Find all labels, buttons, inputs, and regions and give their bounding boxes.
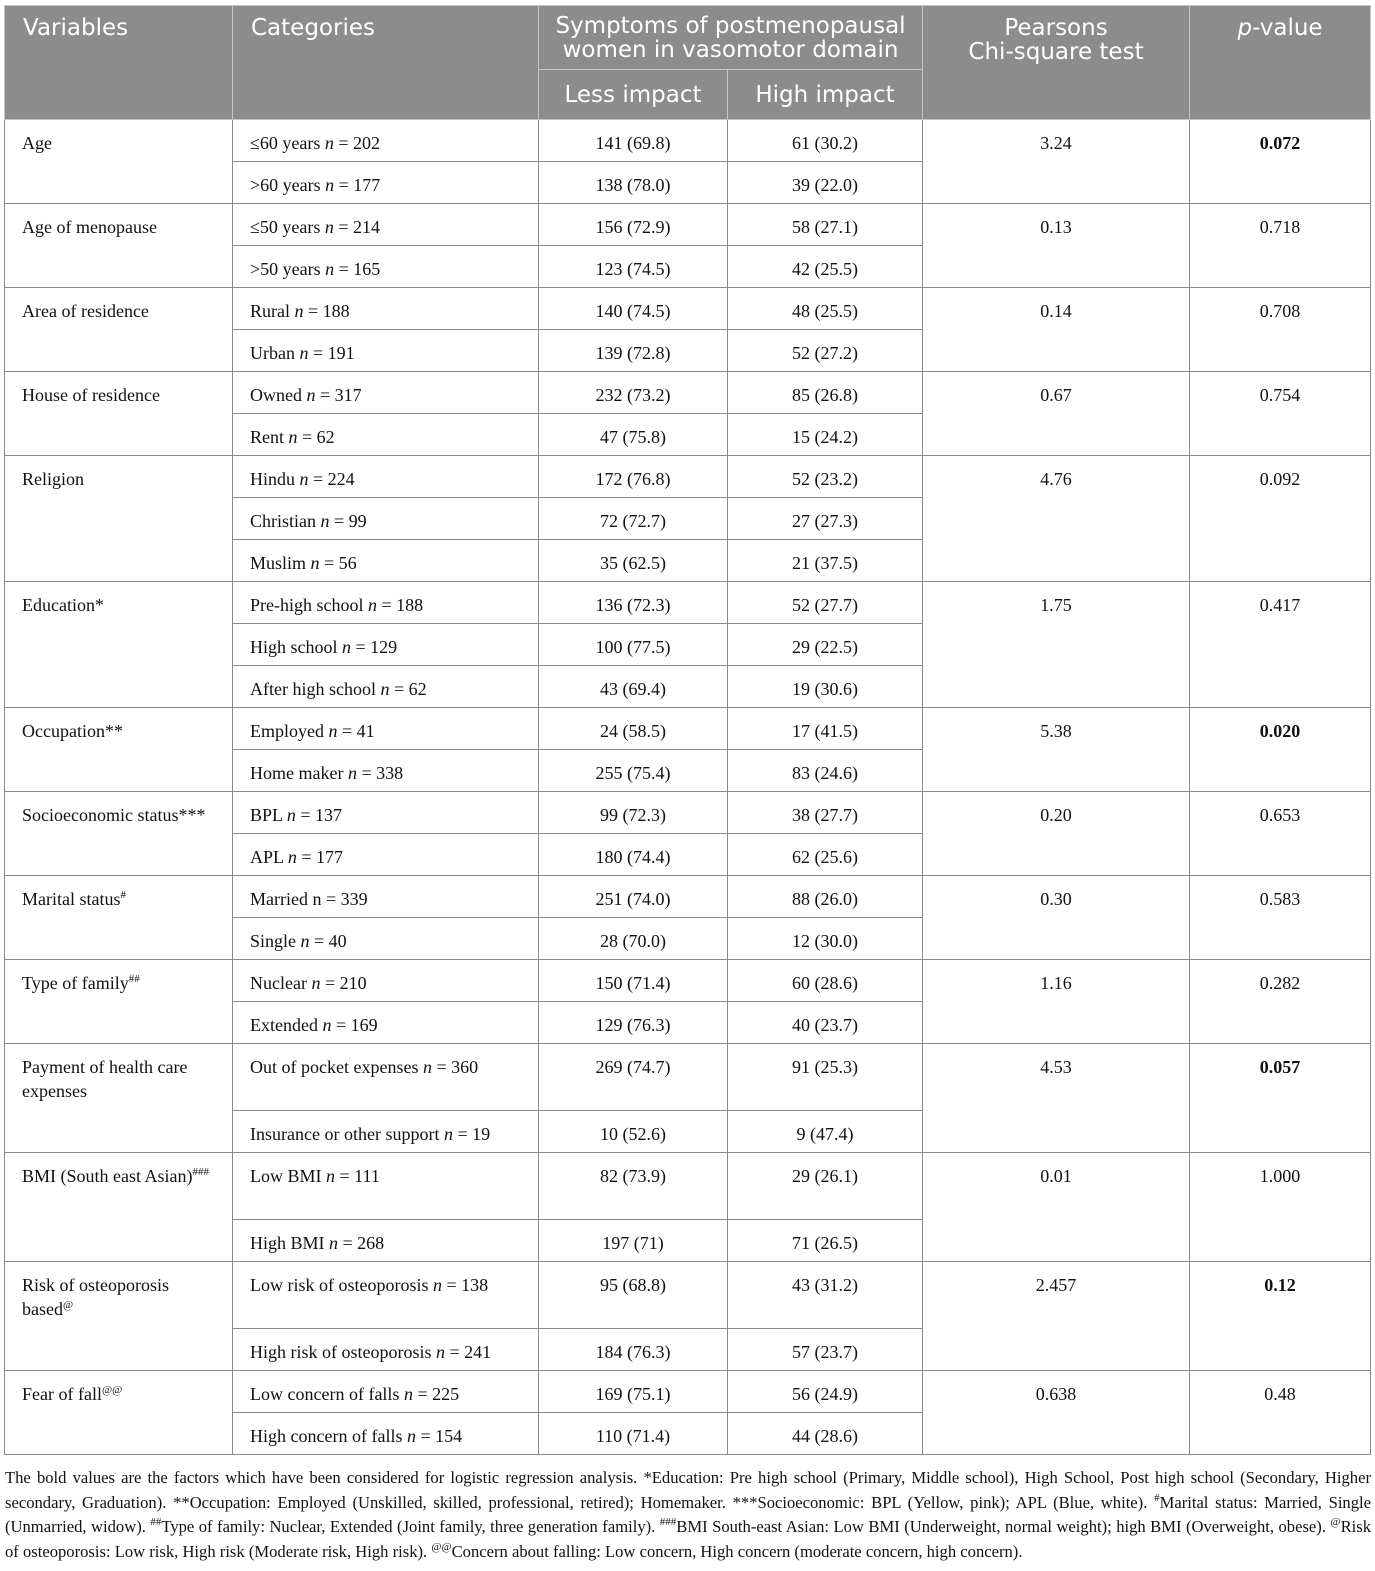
- category-count: = 154: [415, 1426, 463, 1446]
- category-label: >50 years: [250, 259, 326, 279]
- header-p-rest: -value: [1252, 15, 1323, 41]
- p-value-cell: 0.708: [1190, 288, 1371, 372]
- high-impact-cell: 43 (31.2): [728, 1262, 923, 1329]
- category-count: = 41: [337, 721, 375, 741]
- header-chi-line1: Pearsons: [1004, 15, 1108, 41]
- variable-label: Education*: [22, 595, 104, 615]
- category-n-symbol: n: [299, 469, 309, 489]
- p-value-cell: 0.583: [1190, 876, 1371, 960]
- less-impact-cell: 10 (52.6): [539, 1111, 728, 1153]
- category-n-symbol: n: [436, 1342, 445, 1362]
- chi-square-cell: 3.24: [923, 120, 1190, 204]
- less-impact-cell: 141 (69.8): [539, 120, 728, 162]
- chi-square-cell: 0.01: [923, 1153, 1190, 1262]
- category-count: = 62: [297, 427, 335, 447]
- high-impact-cell: 91 (25.3): [728, 1044, 923, 1111]
- header-chi-square: [923, 6, 1190, 120]
- variable-cell: [5, 1153, 233, 1262]
- less-impact-cell: 232 (73.2): [539, 372, 728, 414]
- table-row: [5, 960, 1371, 1002]
- category-cell: [233, 834, 539, 876]
- variable-label: Fear of fall: [22, 1384, 102, 1404]
- p-value-cell: 0.092: [1190, 456, 1371, 582]
- category-count: = 210: [320, 973, 367, 993]
- category-cell: [233, 414, 539, 456]
- less-impact-cell: 184 (76.3): [539, 1329, 728, 1371]
- table-row: [5, 288, 1371, 330]
- footnote-marker: ##: [150, 1516, 162, 1528]
- header-less-impact: Less impact: [539, 70, 728, 120]
- header-symptoms-line2: women in vasomotor domain: [562, 36, 899, 63]
- category-label: ≤60 years: [250, 133, 325, 153]
- variable-footnote-marker: @@: [101, 1384, 123, 1396]
- less-impact-cell: 197 (71): [539, 1220, 728, 1262]
- header-high-impact: High impact: [728, 70, 923, 120]
- less-impact-cell: 43 (69.4): [539, 666, 728, 708]
- category-count: = 40: [309, 931, 347, 951]
- table-row: [5, 792, 1371, 834]
- category-cell: [233, 624, 539, 666]
- high-impact-cell: 71 (26.5): [728, 1220, 923, 1262]
- category-label: Rural: [250, 301, 295, 321]
- variable-footnote-marker: ##: [128, 973, 140, 985]
- category-count: = 137: [295, 805, 342, 825]
- category-count: = 177: [334, 175, 381, 195]
- category-cell: [233, 1220, 539, 1262]
- category-cell: [233, 582, 539, 624]
- less-impact-cell: 129 (76.3): [539, 1002, 728, 1044]
- category-label: After high school: [250, 679, 381, 699]
- category-cell: [233, 1371, 539, 1413]
- category-cell: [233, 204, 539, 246]
- variable-cell: [5, 960, 233, 1044]
- variable-cell: [5, 792, 233, 876]
- variable-label: BMI (South east Asian): [22, 1166, 193, 1186]
- footnote-marker: #: [1154, 1491, 1160, 1504]
- p-value-cell: 0.653: [1190, 792, 1371, 876]
- category-label: Christian: [250, 511, 321, 531]
- category-count: = 191: [308, 343, 355, 363]
- category-cell: [233, 666, 539, 708]
- high-impact-cell: 21 (37.5): [728, 540, 923, 582]
- less-impact-cell: 100 (77.5): [539, 624, 728, 666]
- category-n-symbol: n: [342, 637, 351, 657]
- category-count: = 338: [356, 763, 404, 783]
- chi-square-cell: 4.53: [923, 1044, 1190, 1153]
- chi-square-cell: 0.67: [923, 372, 1190, 456]
- category-label: Insurance or other support: [250, 1124, 444, 1144]
- category-cell: [233, 708, 539, 750]
- table-footnote: [5, 1466, 1371, 1564]
- high-impact-cell: 57 (23.7): [728, 1329, 923, 1371]
- less-impact-cell: 110 (71.4): [539, 1413, 728, 1455]
- variable-label: Socioeconomic status***: [22, 805, 206, 825]
- p-value-cell: 1.000: [1190, 1153, 1371, 1262]
- less-impact-cell: 24 (58.5): [539, 708, 728, 750]
- variable-cell: [5, 1371, 233, 1455]
- category-count: = 188: [376, 595, 424, 615]
- high-impact-cell: 39 (22.0): [728, 162, 923, 204]
- high-impact-cell: 52 (27.7): [728, 582, 923, 624]
- category-cell: [233, 498, 539, 540]
- chi-square-cell: 1.75: [923, 582, 1190, 708]
- category-cell: [233, 288, 539, 330]
- category-label: Owned: [250, 385, 307, 405]
- high-impact-cell: 52 (23.2): [728, 456, 923, 498]
- category-count: = 241: [445, 1342, 492, 1362]
- variable-cell: [5, 456, 233, 582]
- category-label: Pre-high school: [250, 595, 368, 615]
- category-label: Single: [250, 931, 301, 951]
- category-label: Home maker: [250, 763, 348, 783]
- category-n-symbol: n: [311, 973, 321, 993]
- high-impact-cell: 88 (26.0): [728, 876, 923, 918]
- category-label: High school: [250, 637, 342, 657]
- variable-cell: [5, 876, 233, 960]
- p-value-cell: 0.718: [1190, 204, 1371, 288]
- category-cell: [233, 918, 539, 960]
- table-row: [5, 1153, 1371, 1220]
- category-cell: [233, 540, 539, 582]
- variable-label: House of residence: [22, 385, 160, 405]
- category-label: Nuclear: [250, 973, 312, 993]
- table-row: [5, 372, 1371, 414]
- high-impact-cell: 42 (25.5): [728, 246, 923, 288]
- chi-square-cell: 0.13: [923, 204, 1190, 288]
- category-n-symbol: n: [433, 1275, 442, 1295]
- category-n-symbol: n: [443, 1124, 453, 1144]
- less-impact-cell: 180 (74.4): [539, 834, 728, 876]
- category-label: >60 years: [250, 175, 326, 195]
- footnote-text: Concern about falling: Low concern, High concern (moderate concern, high concern).: [451, 1541, 1023, 1561]
- less-impact-cell: 123 (74.5): [539, 246, 728, 288]
- footnote-marker: @: [1330, 1516, 1341, 1528]
- category-count: = 62: [389, 679, 427, 699]
- category-label: Low concern of falls: [250, 1384, 404, 1404]
- high-impact-cell: 61 (30.2): [728, 120, 923, 162]
- category-cell: [233, 1002, 539, 1044]
- footnote-text: BMI South-east Asian: Low BMI (Underweight, normal weight); high BMI (Overweight, obese).: [676, 1517, 1331, 1536]
- less-impact-cell: 82 (73.9): [539, 1153, 728, 1220]
- variable-cell: [5, 288, 233, 372]
- category-n-symbol: n: [306, 385, 316, 405]
- category-n-symbol: n: [288, 427, 298, 447]
- chi-square-cell: 1.16: [923, 960, 1190, 1044]
- category-n-symbol: n: [287, 847, 297, 867]
- category-n-symbol: n: [403, 1384, 413, 1404]
- variable-label: Religion: [22, 469, 84, 489]
- footnote-text: Type of family: Nuclear, Extended (Joint family, three generation family).: [161, 1517, 660, 1536]
- less-impact-cell: 138 (78.0): [539, 162, 728, 204]
- category-cell: [233, 372, 539, 414]
- header-symptoms: [539, 6, 923, 70]
- variable-label: Age: [22, 133, 52, 153]
- category-count: = 224: [308, 469, 355, 489]
- less-impact-cell: 269 (74.7): [539, 1044, 728, 1111]
- category-n-symbol: n: [328, 721, 338, 741]
- header-variables: Variables: [5, 6, 233, 120]
- table-row: [5, 120, 1371, 162]
- header-p-value: [1190, 6, 1371, 120]
- table-row: [5, 1371, 1371, 1413]
- category-label: Married n = 339: [250, 889, 368, 909]
- category-count: = 177: [296, 847, 343, 867]
- category-cell: [233, 1262, 539, 1329]
- category-cell: [233, 960, 539, 1002]
- variable-cell: [5, 1044, 233, 1153]
- category-label: Low risk of osteoporosis: [250, 1275, 433, 1295]
- category-label: BPL: [250, 805, 287, 825]
- footnote-text: The bold values are the factors which have been considered for logistic regression analysis. *Education: Pre high school (Primary, Middle school), High School, Post high school (Secondary, Higher secondary, Graduation). **Occupation: Employed (Unskilled, skilled, professional, retired); Homemaker. ***Socioeconomic: BPL (Yellow, pink); APL (Blue, white).: [5, 1468, 1371, 1512]
- category-count: = 225: [412, 1384, 460, 1404]
- chi-square-cell: 0.638: [923, 1371, 1190, 1455]
- header-categories: Categories: [233, 6, 539, 120]
- category-label: Out of pocket expenses: [250, 1057, 423, 1077]
- table-row: [5, 1044, 1371, 1111]
- category-cell: [233, 792, 539, 834]
- header-chi-line2: Chi-square test: [968, 39, 1144, 65]
- less-impact-cell: 35 (62.5): [539, 540, 728, 582]
- results-table: [4, 5, 1371, 1455]
- chi-square-cell: 0.30: [923, 876, 1190, 960]
- category-n-symbol: n: [325, 259, 335, 279]
- chi-square-cell: 4.76: [923, 456, 1190, 582]
- less-impact-cell: 139 (72.8): [539, 330, 728, 372]
- variable-cell: [5, 120, 233, 204]
- variable-footnote-marker: #: [120, 889, 126, 901]
- category-cell: [233, 162, 539, 204]
- less-impact-cell: 156 (72.9): [539, 204, 728, 246]
- variable-cell: [5, 1262, 233, 1371]
- variable-cell: [5, 582, 233, 708]
- less-impact-cell: 99 (72.3): [539, 792, 728, 834]
- category-count: = 129: [351, 637, 398, 657]
- footnote-marker: ###: [659, 1516, 677, 1528]
- category-label: Low BMI: [250, 1166, 326, 1186]
- category-n-symbol: n: [325, 175, 335, 195]
- category-cell: [233, 750, 539, 792]
- high-impact-cell: 58 (27.1): [728, 204, 923, 246]
- variable-label: Age of menopause: [22, 217, 157, 237]
- category-n-symbol: n: [299, 343, 309, 363]
- category-count: = 111: [335, 1166, 380, 1186]
- high-impact-cell: 83 (24.6): [728, 750, 923, 792]
- less-impact-cell: 95 (68.8): [539, 1262, 728, 1329]
- less-impact-cell: 47 (75.8): [539, 414, 728, 456]
- p-value-cell: 0.072: [1190, 120, 1371, 204]
- high-impact-cell: 85 (26.8): [728, 372, 923, 414]
- category-n-symbol: n: [310, 553, 320, 573]
- category-count: = 138: [442, 1275, 489, 1295]
- high-impact-cell: 29 (26.1): [728, 1153, 923, 1220]
- category-label: ≤50 years: [250, 217, 325, 237]
- less-impact-cell: 150 (71.4): [539, 960, 728, 1002]
- category-count: = 202: [333, 133, 381, 153]
- category-n-symbol: n: [326, 1166, 335, 1186]
- category-n-symbol: n: [322, 1015, 332, 1035]
- variable-footnote-marker: @: [62, 1299, 74, 1311]
- variable-cell: [5, 372, 233, 456]
- variable-label: Risk of osteoporosis based: [22, 1275, 170, 1319]
- category-n-symbol: n: [329, 1233, 339, 1253]
- footnote-text: Marital status: Married, Single (Unmarried, widow).: [5, 1492, 1371, 1536]
- less-impact-cell: 72 (72.7): [539, 498, 728, 540]
- table-row: [5, 1262, 1371, 1329]
- p-value-cell: 0.417: [1190, 582, 1371, 708]
- variable-label: Occupation**: [22, 721, 123, 741]
- high-impact-cell: 27 (27.3): [728, 498, 923, 540]
- category-n-symbol: n: [422, 1057, 432, 1077]
- p-value-cell: 0.057: [1190, 1044, 1371, 1153]
- high-impact-cell: 12 (30.0): [728, 918, 923, 960]
- chi-square-cell: 5.38: [923, 708, 1190, 792]
- p-value-cell: 0.12: [1190, 1262, 1371, 1371]
- category-label: Rent: [250, 427, 289, 447]
- high-impact-cell: 56 (24.9): [728, 1371, 923, 1413]
- high-impact-cell: 60 (28.6): [728, 960, 923, 1002]
- category-count: = 360: [431, 1057, 479, 1077]
- category-count: = 214: [333, 217, 381, 237]
- chi-square-cell: 0.20: [923, 792, 1190, 876]
- variable-label: Type of family: [22, 973, 129, 993]
- table-row: [5, 708, 1371, 750]
- category-count: = 165: [334, 259, 381, 279]
- high-impact-cell: 40 (23.7): [728, 1002, 923, 1044]
- category-label: Extended: [250, 1015, 323, 1035]
- less-impact-cell: 136 (72.3): [539, 582, 728, 624]
- high-impact-cell: 44 (28.6): [728, 1413, 923, 1455]
- category-cell: [233, 1329, 539, 1371]
- category-label: Urban: [250, 343, 300, 363]
- category-count: = 169: [331, 1015, 378, 1035]
- category-cell: [233, 876, 539, 918]
- chi-square-cell: 0.14: [923, 288, 1190, 372]
- category-n-symbol: n: [324, 133, 334, 153]
- category-label: Employed: [250, 721, 329, 741]
- category-count: = 317: [315, 385, 362, 405]
- high-impact-cell: 17 (41.5): [728, 708, 923, 750]
- table-body: [5, 120, 1371, 1455]
- high-impact-cell: 48 (25.5): [728, 288, 923, 330]
- footnote-marker: @@: [431, 1540, 452, 1553]
- category-n-symbol: n: [294, 301, 304, 321]
- p-value-cell: 0.020: [1190, 708, 1371, 792]
- table-row: [5, 456, 1371, 498]
- category-count: = 268: [338, 1233, 385, 1253]
- less-impact-cell: 169 (75.1): [539, 1371, 728, 1413]
- variable-cell: [5, 204, 233, 288]
- variable-label: Payment of health care expenses: [22, 1057, 188, 1101]
- category-n-symbol: n: [286, 805, 296, 825]
- category-count: = 188: [303, 301, 350, 321]
- footnote-text: Risk of osteoporosis: Low risk, High risk (Moderate risk, High risk).: [5, 1517, 1371, 1561]
- high-impact-cell: 52 (27.2): [728, 330, 923, 372]
- variable-footnote-marker: ###: [192, 1166, 209, 1178]
- category-label: Muslim: [250, 553, 311, 573]
- header-p-italic: p: [1237, 15, 1253, 41]
- high-impact-cell: 62 (25.6): [728, 834, 923, 876]
- category-n-symbol: n: [406, 1426, 416, 1446]
- p-value-cell: 0.48: [1190, 1371, 1371, 1455]
- category-cell: [233, 456, 539, 498]
- category-label: APL: [250, 847, 288, 867]
- category-n-symbol: n: [347, 763, 357, 783]
- high-impact-cell: 15 (24.2): [728, 414, 923, 456]
- high-impact-cell: 19 (30.6): [728, 666, 923, 708]
- category-cell: [233, 1413, 539, 1455]
- category-cell: [233, 1153, 539, 1220]
- category-cell: [233, 120, 539, 162]
- category-n-symbol: n: [380, 679, 390, 699]
- category-n-symbol: n: [324, 217, 334, 237]
- p-value-cell: 0.754: [1190, 372, 1371, 456]
- category-cell: [233, 1111, 539, 1153]
- category-n-symbol: n: [367, 595, 377, 615]
- high-impact-cell: 29 (22.5): [728, 624, 923, 666]
- less-impact-cell: 172 (76.8): [539, 456, 728, 498]
- category-n-symbol: n: [320, 511, 330, 531]
- table-row: [5, 582, 1371, 624]
- less-impact-cell: 251 (74.0): [539, 876, 728, 918]
- category-count: = 19: [452, 1124, 491, 1144]
- category-cell: [233, 330, 539, 372]
- category-label: High risk of osteoporosis: [250, 1342, 436, 1362]
- variable-label: Area of residence: [22, 301, 149, 321]
- table-row: [5, 204, 1371, 246]
- category-cell: [233, 1044, 539, 1111]
- less-impact-cell: 28 (70.0): [539, 918, 728, 960]
- category-label: High BMI: [250, 1233, 330, 1253]
- p-value-cell: 0.282: [1190, 960, 1371, 1044]
- less-impact-cell: 255 (75.4): [539, 750, 728, 792]
- category-count: = 56: [319, 553, 357, 573]
- high-impact-cell: 38 (27.7): [728, 792, 923, 834]
- category-count: = 99: [329, 511, 367, 531]
- chi-square-cell: 2.457: [923, 1262, 1190, 1371]
- less-impact-cell: 140 (74.5): [539, 288, 728, 330]
- category-label: Hindu: [250, 469, 300, 489]
- variable-label: Marital status: [22, 889, 121, 909]
- table-row: [5, 876, 1371, 918]
- category-label: High concern of falls: [250, 1426, 407, 1446]
- high-impact-cell: 9 (47.4): [728, 1111, 923, 1153]
- header-symptoms-line1: Symptoms of postmenopausal: [555, 12, 906, 39]
- category-cell: [233, 246, 539, 288]
- variable-cell: [5, 708, 233, 792]
- category-n-symbol: n: [300, 931, 310, 951]
